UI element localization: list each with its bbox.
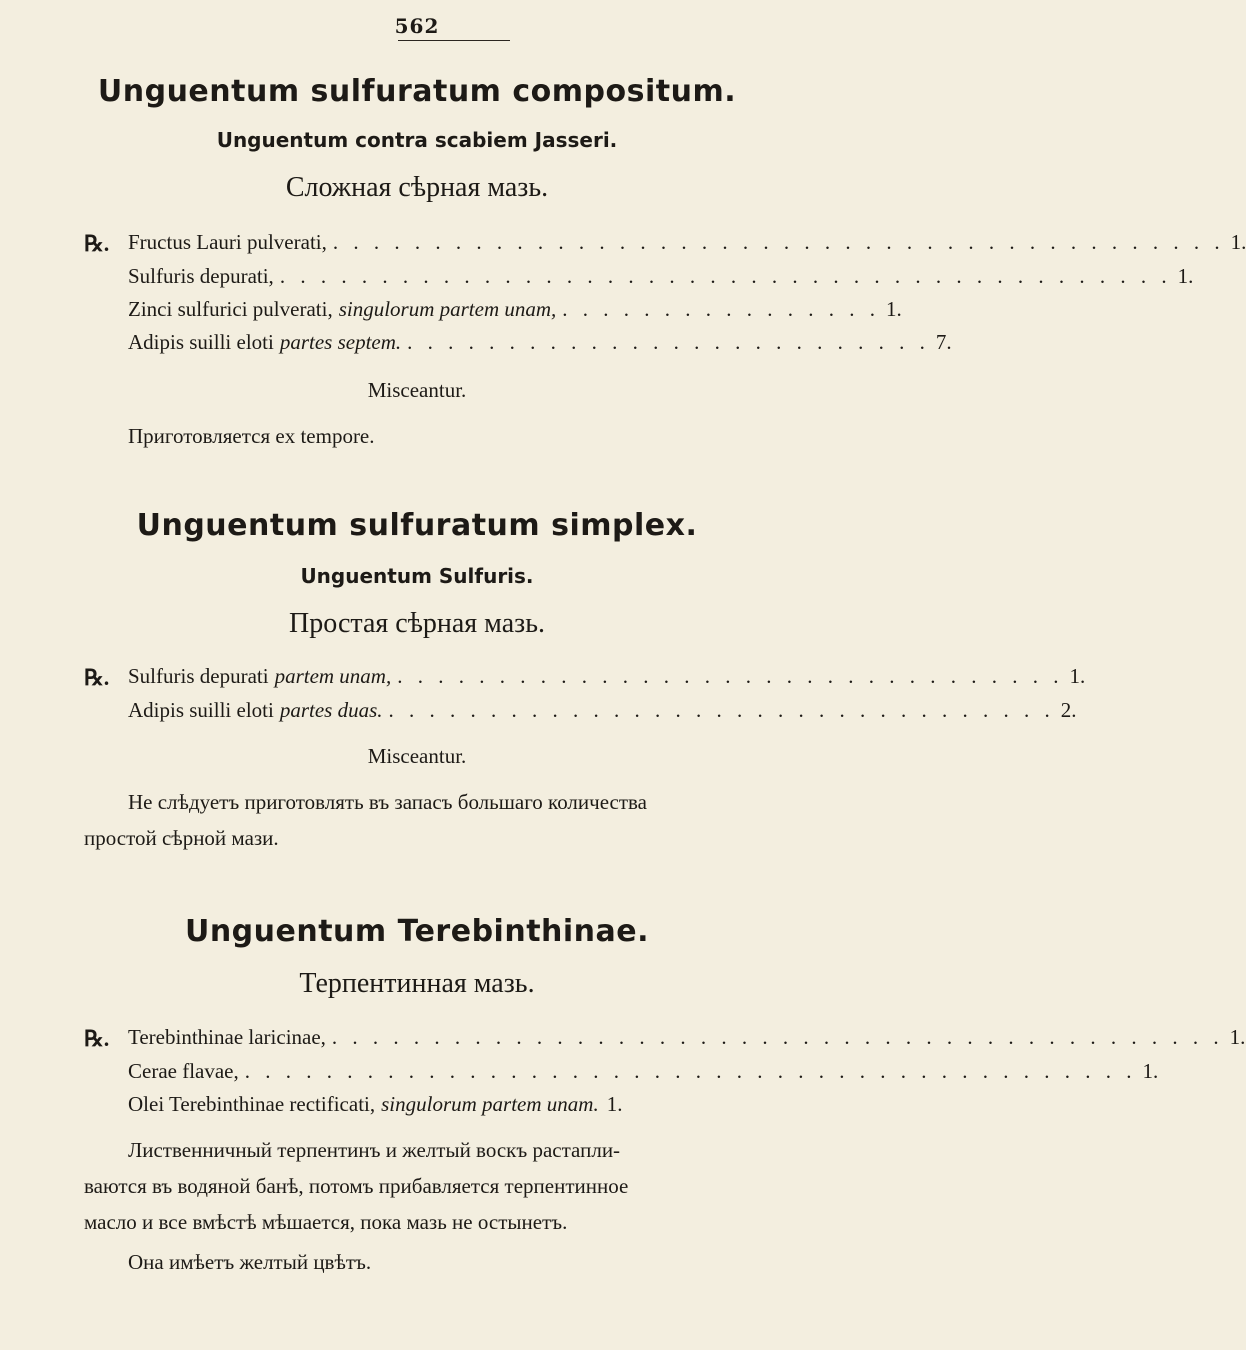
ingredient-amount: 1. bbox=[1230, 230, 1246, 254]
ingredient-note: partes septem. bbox=[279, 330, 402, 354]
recipe-symbol-3: ℞. bbox=[84, 1026, 110, 1051]
leader-dots: . . . . . . . . . . . . . . . . . . . . . . . . . . . . . . . . . . . . . . . . . . . . bbox=[244, 1059, 1137, 1083]
section-3-paragraph-line-1: Лиственничный терпентинъ и желтый воскъ растапли- bbox=[128, 1138, 621, 1162]
ingredient-note: partes duas. bbox=[279, 698, 383, 722]
ingredient-name: Adipis suilli eloti bbox=[128, 330, 274, 354]
ingredient-note: singulorum partem unam. bbox=[381, 1092, 599, 1116]
section-3-paragraph-line-4: Она имѣетъ желтый цвѣтъ. bbox=[128, 1250, 372, 1274]
ingredient-note: singulorum partem unam, bbox=[338, 297, 557, 321]
ingredient-row bbox=[128, 264, 1194, 289]
ingredient-row bbox=[128, 1059, 1159, 1084]
section-3-paragraph-line-2: ваются въ водяной банѣ, потомъ прибавляется терпентинное bbox=[84, 1174, 629, 1198]
leader-dots: . . . . . . . . . . . . . . . . . . . . . . . . . . . . . . . . . bbox=[388, 698, 1055, 722]
ingredient-row bbox=[128, 297, 902, 322]
ingredient-amount: 1. bbox=[1142, 1059, 1159, 1083]
leader-dots: . . . . . . . . . . . . . . . . . . . . . . . . . . . . . . . . . . . . . . . . . . . . bbox=[331, 1025, 1224, 1049]
section-1-russian-title: Сложная сѣрная мазь. bbox=[285, 172, 549, 203]
ingredient-name: Cerae flavae, bbox=[128, 1059, 239, 1083]
section-2-note-line-1: Не слѣдуетъ приготовлять въ запасъ большаго количества bbox=[128, 790, 647, 814]
ingredient-name: Sulfuris depurati bbox=[128, 664, 269, 688]
ingredient-name: Zinci sulfurici pulverati, bbox=[128, 297, 333, 321]
section-1-title: Unguentum sulfuratum compositum. bbox=[97, 74, 737, 109]
section-1-note: Приготовляется ex tempore. bbox=[128, 424, 375, 448]
ingredient-name: Fructus Lauri pulverati, bbox=[128, 230, 327, 254]
page-number: 562 bbox=[394, 14, 440, 38]
section-2-title: Unguentum sulfuratum simplex. bbox=[136, 508, 698, 543]
ingredient-amount: 2. bbox=[1060, 698, 1077, 722]
recipe-symbol-1: ℞. bbox=[84, 231, 110, 256]
section-1-instruction: Misceantur. bbox=[367, 378, 467, 402]
ingredient-amount: 1. bbox=[1177, 264, 1194, 288]
section-2-synonym: Unguentum Sulfuris. bbox=[300, 564, 534, 588]
leader-dots: . . . . . . . . . . . . . . . . . . . . . . . . . . . . . . . . . bbox=[397, 664, 1064, 688]
section-1-synonym: Unguentum contra scabiem Jasseri. bbox=[216, 128, 618, 152]
leader-dots: . . . . . . . . . . . . . . . . bbox=[562, 297, 881, 321]
section-2-note-line-2: простой сѣрной мази. bbox=[84, 826, 279, 850]
section-3-russian-title: Терпентинная мазь. bbox=[299, 968, 535, 999]
section-3-title: Unguentum Terebinthinae. bbox=[184, 914, 650, 949]
ingredient-amount: 1. bbox=[1229, 1025, 1246, 1049]
ingredient-amount: 1. bbox=[886, 297, 902, 321]
ingredient-row bbox=[128, 698, 1077, 723]
ingredient-name: Adipis suilli eloti bbox=[128, 698, 274, 722]
ingredient-name: Terebinthinae laricinae, bbox=[128, 1025, 326, 1049]
leader-dots: . . . . . . . . . . . . . . . . . . . . . . . . . . . . . . . . . . . . . . . . . . . . bbox=[279, 264, 1172, 288]
ingredient-amount: 1. bbox=[1069, 664, 1086, 688]
ingredient-row bbox=[128, 330, 952, 355]
ingredient-name: Olei Terebinthinae rectificati, bbox=[128, 1092, 376, 1116]
ingredient-amount: 7. bbox=[935, 330, 952, 354]
ingredient-row bbox=[128, 230, 1246, 255]
ingredient-note: partem unam, bbox=[274, 664, 392, 688]
page-number-rule bbox=[398, 40, 510, 41]
ingredient-amount: 1. bbox=[606, 1092, 623, 1116]
leader-dots: . . . . . . . . . . . . . . . . . . . . . . . . . . bbox=[407, 330, 930, 354]
ingredient-row bbox=[128, 1025, 1246, 1050]
recipe-symbol-2: ℞. bbox=[84, 665, 110, 690]
section-2-russian-title: Простая сѣрная мазь. bbox=[289, 608, 545, 639]
section-2-instruction: Misceantur. bbox=[367, 744, 467, 768]
ingredient-name: Sulfuris depurati, bbox=[128, 264, 274, 288]
leader-dots: . . . . . . . . . . . . . . . . . . . . . . . . . . . . . . . . . . . . . . . . . . . . bbox=[332, 230, 1225, 254]
section-3-paragraph-line-3: масло и все вмѣстѣ мѣшается, пока мазь не остынетъ. bbox=[84, 1210, 568, 1234]
ingredient-row bbox=[128, 1092, 822, 1117]
ingredient-row bbox=[128, 664, 1086, 689]
